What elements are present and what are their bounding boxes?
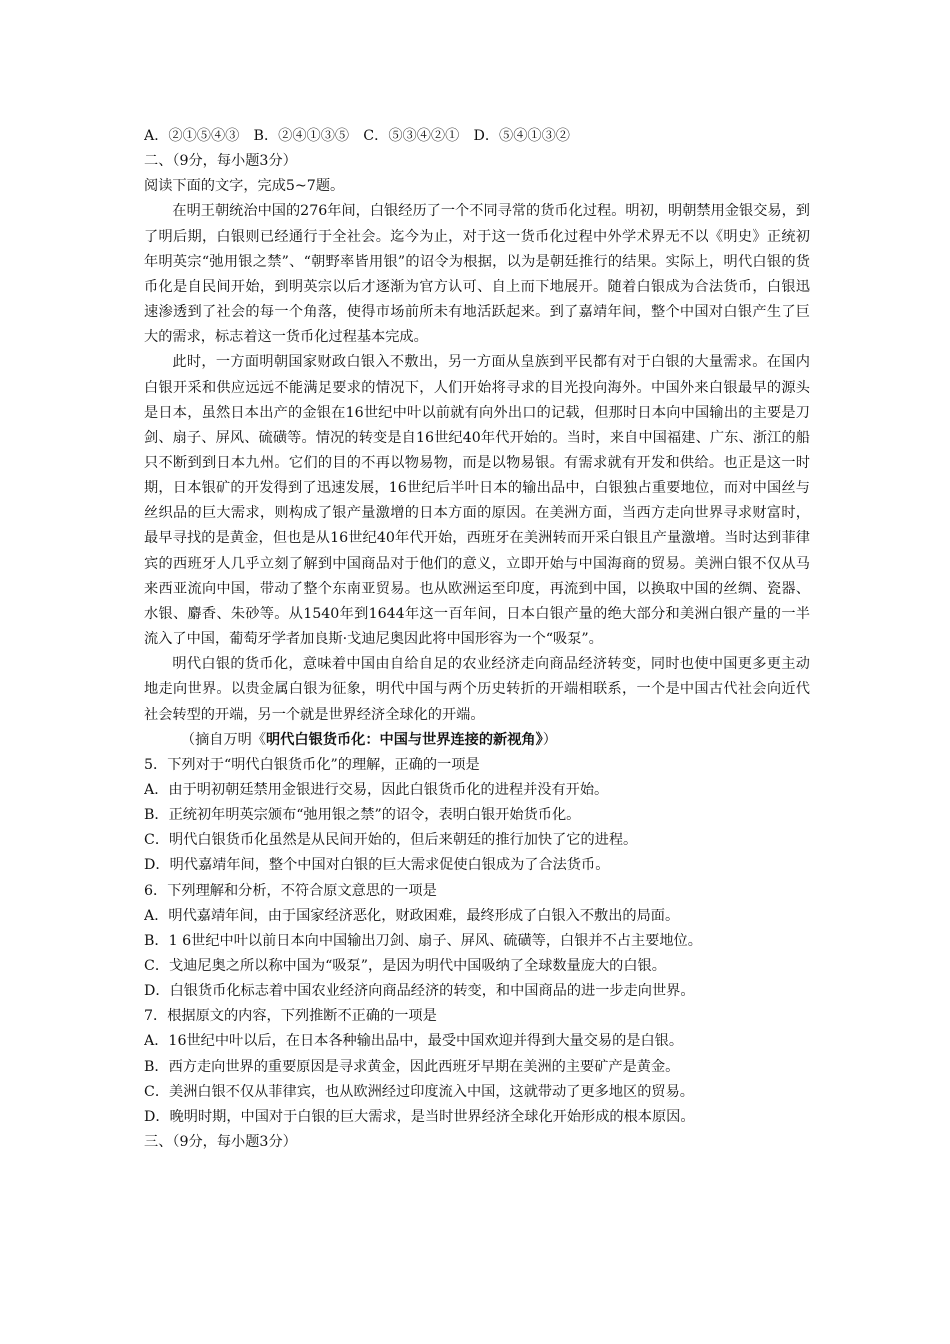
- page-content: [144, 124, 810, 1155]
- passage-paragraph-1: 在明王朝统治中国的276年间，白银经历了一个不同寻常的货币化过程。明初，明朝禁用金银交易，到了明后期，白银则已经通行于全社会。迄今为止，对于这一货币化过程中外学术界无不以《明史》正统初年明英宗“弛用银之禁”、“朝野率皆用银”的诏令为根据，以为是朝廷推行的结果。实际上，明代白银的货币化是自民间开始，到明英宗以后才逐渐为官方认可、自上而下地展开。随着白银成为合法货币，白银迅速渗透到了社会的每一个角落，使得市场前所未有地活跃起来。到了嘉靖年间，整个中国对白银产生了巨大的需求，标志着这一货币化过程基本完成。: [144, 203, 810, 346]
- option-a: A．明代嘉靖年间，由于国家经济恶化，财政困难，最终形成了白银入不敷出的局面。: [144, 907, 680, 924]
- section-3-header: 三、（9分，每小题3分）: [144, 1133, 297, 1150]
- reading-instruction: 阅读下面的文字，完成5~7题。: [144, 178, 345, 195]
- question-6: [144, 879, 810, 1005]
- question-stem: 5．下列对于“明代白银货币化”的理解，正确的一项是: [144, 756, 480, 773]
- question-7: [144, 1004, 810, 1130]
- option-c: C．明代白银货币化虽然是从民间开始的，但后来朝廷的推行加快了它的进程。: [144, 832, 638, 849]
- option-c: C．美洲白银不仅从菲律宾，也从欧洲经过印度流入中国，这就带动了更多地区的贸易。: [144, 1083, 694, 1100]
- passage-paragraph-3: 明代白银的货币化，意味着中国由自给自足的农业经济走向商品经济转变，同时也使中国更多更主动地走向世界。以贵金属白银为征象，明代中国与两个历史转折的开端相联系，一个是中国古代社会向近代社会转型的开端，另一个就是世界经济全球化的开端。: [144, 656, 810, 723]
- source-suffix: ）: [542, 731, 557, 748]
- passage-paragraph-2: 此时，一方面明朝国家财政白银入不敷出，另一方面从皇族到平民都有对于白银的大量需求。在国内白银开采和供应远远不能满足要求的情况下，人们开始将寻求的目光投向海外。中国外来白银最早的源头是日本，虽然日本出产的金银在16世纪中叶以前就有向外出口的记载，但那时日本向中国输出的主要是刀剑、扇子、屏风、硫磺等。情况的转变是自16世纪40年代开始的。当时，来自中国福建、广东、浙江的船只不断到到日本九州。它们的目的不再以物易物，而是以物易银。有需求就有开发和供给。也正是这一时期，日本银矿的开发得到了迅速发展，16世纪后半叶日本的输出品中，白银独占重要地位，而对中国丝与丝织品的巨大需求，则构成了银产量激增的日本方面的原因。在美洲方面，当西方走向世界寻求财富时，最早寻找的是黄金，但也是从16世纪40年代开始，西班牙在美洲转而开采白银且产量激增。当时达到菲律宾的西班牙人几乎立刻了解到中国商品对于他们的意义，立即开始与中国海商的贸易。美洲白银不仅从马来西亚流向中国，带动了整个东南亚贸易。也从欧洲运至印度，再流到中国，以换取中国的丝绸、瓷器、水银、麝香、朱砂等。从1540年到1644年这一百年间，日本白银产量的绝大部分和美洲白银产量的一半流入了中国，葡萄牙学者加良斯·戈迪尼奥因此将中国形容为一个“吸泵”。: [144, 354, 810, 648]
- option-a: A．16世纪中叶以后，在日本各种输出品中，最受中国欢迎并得到大量交易的是白银。: [144, 1033, 684, 1050]
- option-a: A．由于明初朝廷禁用金银进行交易，因此白银货币化的进程并没有开始。: [144, 781, 609, 798]
- option-d: D．明代嘉靖年间，整个中国对白银的巨大需求促使白银成为了合法货币。: [144, 857, 610, 874]
- source-title: 明代白银货币化：中国与世界连接的新视角》: [266, 731, 543, 748]
- option-b: B．西方走向世界的重要原因是寻求黄金，因此西班牙早期在美洲的主要矿产是黄金。: [144, 1058, 680, 1075]
- question-4-options: A．②①⑤④③ B．②④①③⑤ C．⑤③④②① D．⑤④①③②: [144, 128, 570, 144]
- option-d: D．白银货币化标志着中国农业经济向商品经济的转变，和中国商品的进一步走向世界。: [144, 983, 695, 1000]
- option-d: D．晚明时期，中国对于白银的巨大需求，是当时世界经济全球化开始形成的根本原因。: [144, 1108, 695, 1125]
- question-5: [144, 753, 810, 879]
- section-2-header: 二、（9分，每小题3分）: [144, 153, 297, 170]
- passage-source: [144, 728, 810, 753]
- question-stem: 6．下列理解和分析，不符合原文意思的一项是: [144, 882, 437, 899]
- option-b: B．正统初年明英宗颁布“弛用银之禁”的诏令，表明白银开始货币化。: [144, 807, 581, 824]
- question-stem: 7．根据原文的内容，下列推断不正确的一项是: [144, 1008, 437, 1025]
- source-prefix: （摘自万明《: [180, 731, 267, 748]
- option-b: B．1 6世纪中叶以前日本向中国输出刀剑、扇子、屏风、硫磺等，白银并不占主要地位。: [144, 932, 702, 949]
- option-c: C．戈迪尼奥之所以称中国为“吸泵”，是因为明代中国吸纳了全球数量庞大的白银。: [144, 957, 666, 974]
